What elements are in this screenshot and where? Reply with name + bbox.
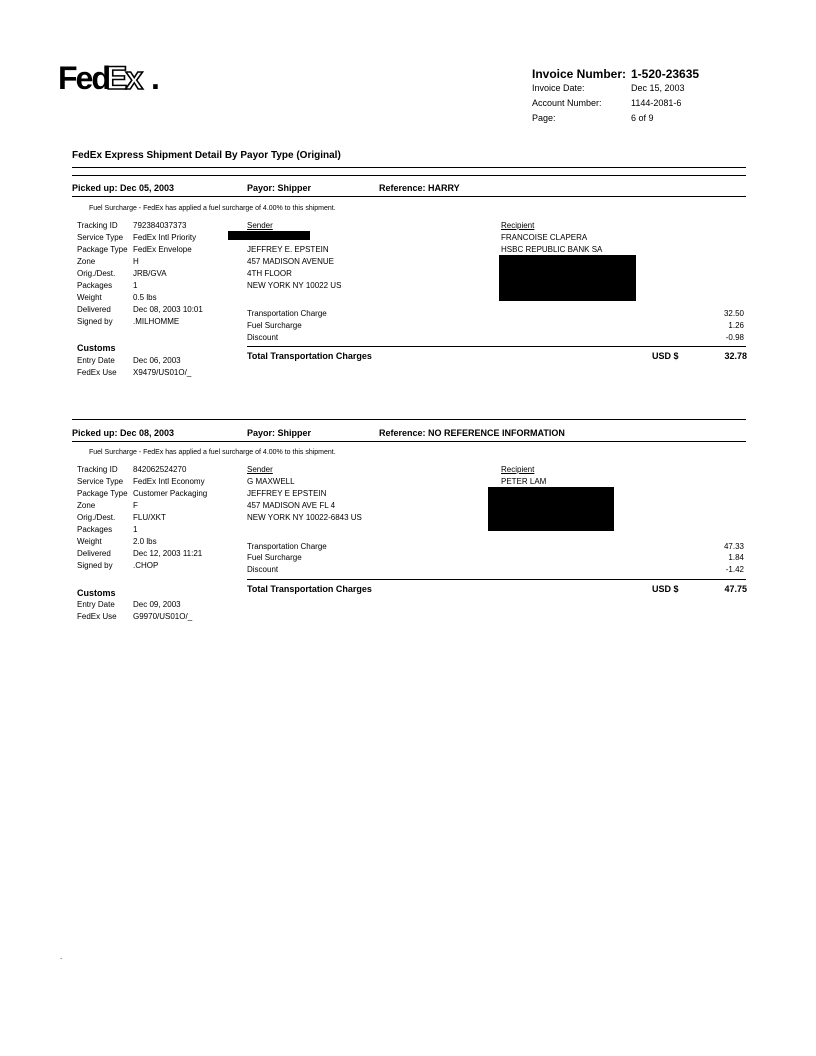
page-label: Page: <box>532 113 556 123</box>
weight-label: Weight <box>77 293 102 302</box>
invoice-date-value: Dec 15, 2003 <box>631 83 685 93</box>
recipient-line: HSBC REPUBLIC BANK SA <box>501 245 603 254</box>
fuel-surcharge-value: 1.26 <box>728 321 744 330</box>
zone-value: H <box>133 257 139 266</box>
section-title: FedEx Express Shipment Detail By Payor Type (Original) <box>72 150 341 161</box>
invoice-number-label: Invoice Number: <box>532 67 627 81</box>
weight-value: 0.5 lbs <box>133 293 157 302</box>
redaction-block <box>228 231 310 240</box>
page-value: 6 of 9 <box>631 113 654 123</box>
fedex-logo-graphic <box>58 58 166 98</box>
package-type-label: Package Type <box>77 489 128 498</box>
payor: Payor: Shipper <box>247 428 312 438</box>
orig-dest-label: Orig./Dest. <box>77 269 116 278</box>
signed-by-label: Signed by <box>77 561 113 570</box>
logo-text-fed: Fed <box>58 60 109 96</box>
divider <box>72 175 746 176</box>
recipient-line: FRANCOISE CLAPERA <box>501 233 588 242</box>
divider <box>247 579 746 580</box>
tracking-id-label: Tracking ID <box>77 465 118 474</box>
total-charges-value: 47.75 <box>724 584 747 594</box>
recipient-line: PETER LAM <box>501 477 547 486</box>
divider <box>72 419 746 420</box>
discount-label: Discount <box>247 333 279 342</box>
redaction-block <box>499 255 636 301</box>
total-charges-label: Total Transportation Charges <box>247 584 372 594</box>
sender-line: JEFFREY E. EPSTEIN <box>247 245 329 254</box>
packages-label: Packages <box>77 525 113 534</box>
divider <box>247 346 746 347</box>
tracking-id-label: Tracking ID <box>77 221 118 230</box>
delivered-label: Delivered <box>77 549 111 558</box>
sender-line: 457 MADISON AVE FL 4 <box>247 501 336 510</box>
delivered-value: Dec 08, 2003 10:01 <box>133 305 203 314</box>
delivered-label: Delivered <box>77 305 111 314</box>
account-number-value: 1144-2081-6 <box>631 98 682 108</box>
weight-value: 2.0 lbs <box>133 537 157 546</box>
packages-value: 1 <box>133 281 138 290</box>
service-type-label: Service Type <box>77 233 124 242</box>
service-type-value: FedEx Intl Economy <box>133 477 205 486</box>
zone-label: Zone <box>77 257 96 266</box>
sender-label: Sender <box>247 221 273 230</box>
packages-label: Packages <box>77 281 113 290</box>
transportation-charge-label: Transportation Charge <box>247 542 327 551</box>
transportation-charge-value: 47.33 <box>723 542 744 551</box>
divider <box>72 441 746 442</box>
sender-line: G MAXWELL <box>247 477 295 486</box>
package-type-value: Customer Packaging <box>133 489 208 498</box>
picked-up-date: Picked up: Dec 08, 2003 <box>72 428 175 438</box>
payor: Payor: Shipper <box>247 183 312 193</box>
fuel-surcharge-note: Fuel Surcharge - FedEx has applied a fuel surcharge of 4.00% to this shipment. <box>89 449 336 456</box>
total-charges-value: 32.78 <box>724 351 747 361</box>
fuel-surcharge-value: 1.84 <box>728 553 744 562</box>
delivered-value: Dec 12, 2003 11:21 <box>133 549 203 558</box>
signed-by-value: .CHOP <box>133 561 159 570</box>
customs-heading: Customs <box>77 343 116 353</box>
sender-label: Sender <box>247 465 273 474</box>
reference: Reference: HARRY <box>379 183 460 193</box>
signed-by-label: Signed by <box>77 317 113 326</box>
recipient-label: Recipient <box>501 465 535 474</box>
orig-dest-label: Orig./Dest. <box>77 513 116 522</box>
sender-line: 457 MADISON AVENUE <box>247 257 334 266</box>
customs-heading: Customs <box>77 588 116 598</box>
fuel-surcharge-label: Fuel Surcharge <box>247 321 302 330</box>
zone-label: Zone <box>77 501 96 510</box>
invoice-number-value: 1-520-23635 <box>631 67 700 81</box>
service-type-label: Service Type <box>77 477 124 486</box>
sender-line: 4TH FLOOR <box>247 269 292 278</box>
entry-date-value: Dec 09, 2003 <box>133 600 181 609</box>
tracking-id-value: 842062524270 <box>133 465 187 474</box>
redaction-block <box>488 487 614 531</box>
package-type-value: FedEx Envelope <box>133 245 192 254</box>
discount-label: Discount <box>247 565 279 574</box>
discount-value: -0.98 <box>725 333 744 342</box>
reference: Reference: NO REFERENCE INFORMATION <box>379 428 565 438</box>
currency-label: USD $ <box>652 351 679 361</box>
packages-value: 1 <box>133 525 138 534</box>
tracking-id-value: 792384037373 <box>133 221 187 230</box>
sender-line: JEFFREY E EPSTEIN <box>247 489 327 498</box>
entry-date-label: Entry Date <box>77 356 115 365</box>
signed-by-value: .MILHOMME <box>133 317 180 326</box>
currency-label: USD $ <box>652 584 679 594</box>
entry-date-label: Entry Date <box>77 600 115 609</box>
picked-up-date: Picked up: Dec 05, 2003 <box>72 183 175 193</box>
fedex-use-value: X9479/US01O/_ <box>133 368 192 377</box>
total-charges-label: Total Transportation Charges <box>247 351 372 361</box>
discount-value: -1.42 <box>725 565 744 574</box>
account-number-label: Account Number: <box>532 98 602 108</box>
weight-label: Weight <box>77 537 102 546</box>
transportation-charge-label: Transportation Charge <box>247 309 327 318</box>
entry-date-value: Dec 06, 2003 <box>133 356 181 365</box>
logo-text-ex: Ex <box>106 60 142 96</box>
divider <box>72 196 746 197</box>
fedex-use-value: G9970/US01O/_ <box>133 612 193 621</box>
sender-line: NEW YORK NY 10022-6843 US <box>247 513 362 522</box>
fuel-surcharge-note: Fuel Surcharge - FedEx has applied a fuel surcharge of 4.00% to this shipment. <box>89 205 336 212</box>
divider <box>72 167 746 168</box>
sender-line: NEW YORK NY 10022 US <box>247 281 342 290</box>
orig-dest-value: JRB/GVA <box>133 269 167 278</box>
zone-value: F <box>133 501 138 510</box>
package-type-label: Package Type <box>77 245 128 254</box>
fedex-logo <box>58 58 166 98</box>
invoice-date-label: Invoice Date: <box>532 83 585 93</box>
footer-mark: . <box>60 952 63 961</box>
service-type-value: FedEx Intl Priority <box>133 233 197 242</box>
fuel-surcharge-label: Fuel Surcharge <box>247 553 302 562</box>
transportation-charge-value: 32.50 <box>723 309 744 318</box>
fedex-use-label: FedEx Use <box>77 612 117 621</box>
fedex-use-label: FedEx Use <box>77 368 117 377</box>
logo-dot: . <box>151 60 160 96</box>
orig-dest-value: FLU/XKT <box>133 513 166 522</box>
recipient-label: Recipient <box>501 221 535 230</box>
